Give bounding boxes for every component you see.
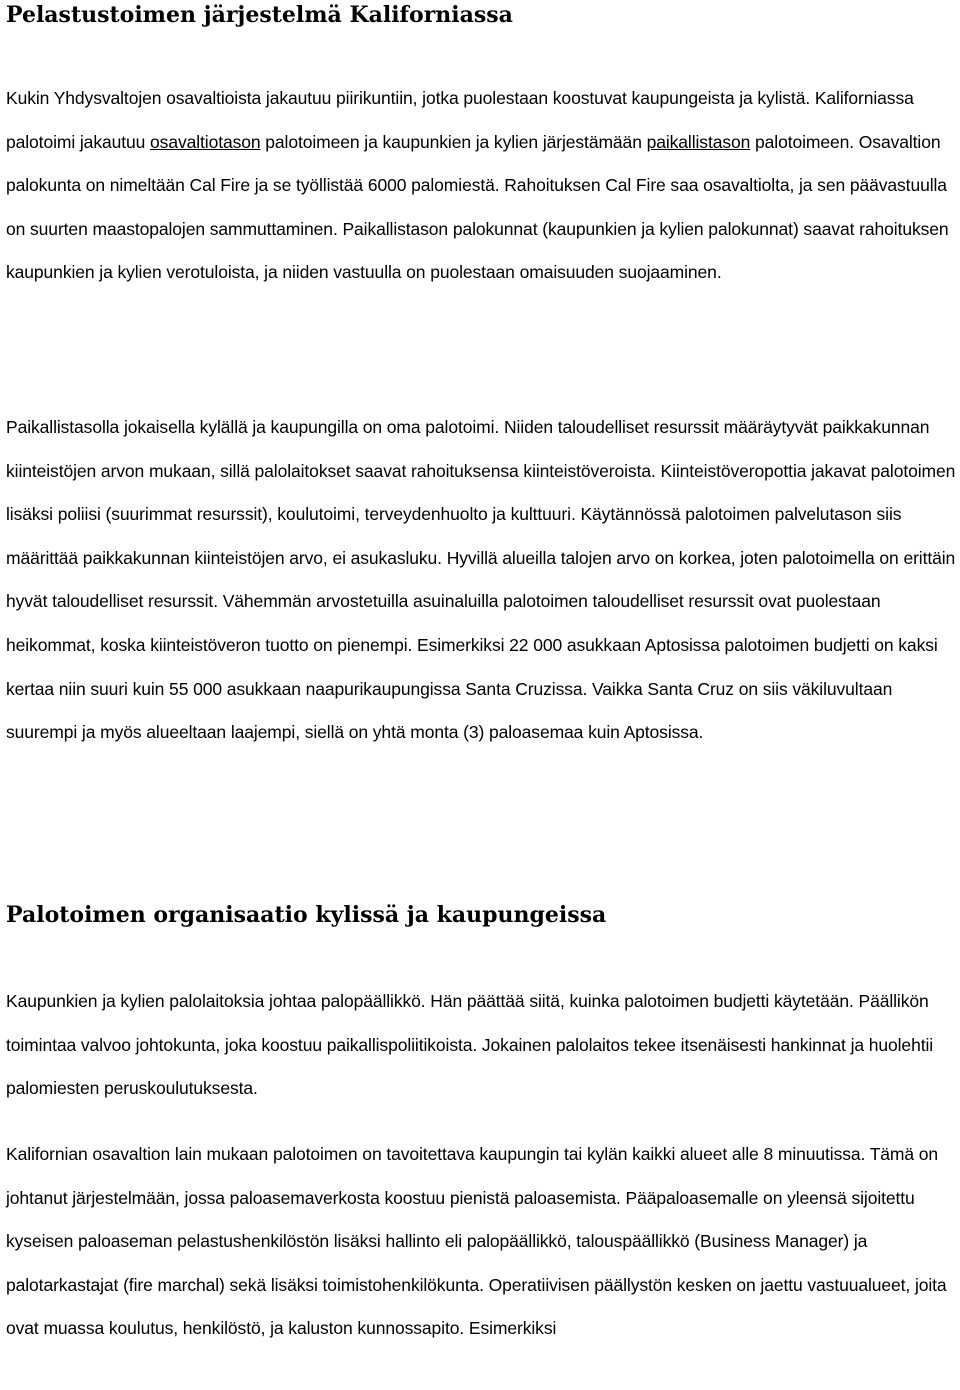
link-osavaltiotason[interactable]: osavaltiotason: [150, 131, 261, 152]
paragraph-intro-text-2: palotoimeen ja kaupunkien ja kylien järjestämään: [260, 131, 647, 152]
paragraph-response-time: Kalifornian osavaltion lain mukaan palotoimen on tavoitettava kaupungin tai kylän kaikki alueet alle 8 minuutissa. Tämä on johtanut järjestelmään, jossa paloasemaverkosta koostuu pienistä paloasemista. Pääpaloasemalle on yleensä sijoitettu kyseisen paloaseman pelastushenkilöstön lisäksi hallinto eli palopäällikkö, talouspäällikkö (Business Manager) ja palotarkastajat (fire marchal) sekä lisäksi toimistohenkilökunta. Operatiivisen päällystön kesken on jaettu vastuualueet, joita ovat muassa koulutus, henkilöstö, ja kaluston kunnossapito. Esimerkiksi: [6, 1144, 947, 1339]
paragraph-local-funding: Paikallistasolla jokaisella kylällä ja kaupungilla on oma palotoimi. Niiden taloudelliset resurssit määräytyvät paikkakunnan kiinteistöjen arvon mukaan, sillä palolaitokset saavat rahoituksensa kiinteistöveroista. Kiinteistöveropottia jakavat palotoimen lisäksi poliisi (suurimmat resurssit), koulutoimi, terveydenhuolto ja kulttuuri. Käytännössä palotoimen palvelutason siis määrittää paikkakunnan kiinteistöjen arvo, ei asukasluku. Hyvillä alueilla talojen arvo on korkea, joten palotoimella on erittäin hyvät taloudelliset resurssit. Vähemmän arvostetuilla asuinaluilla palotoimen taloudelliset resurssit ovat puolestaan heikommat, koska kiinteistöveron tuotto on pienempi. Esimerkiksi 22 000 asukkaan Aptosissa palotoimen budjetti on kaksi kertaa niin suuri kuin 55 000 asukkaan naapurikaupungissa Santa Cruzissa. Vaikka Santa Cruz on siis väkiluvultaan suurempi ja myös alueeltaan laajempi, siellä on yhtä monta (3) paloasemaa kuin Aptosissa.: [6, 417, 956, 743]
link-paikallistason[interactable]: paikallistason: [646, 131, 751, 152]
paragraph-intro-text-1: Kukin Yhdysvaltojen osavaltioista jakautuu piirikuntiin, jotka puolestaan koostuvat kaupungeista ja kylistä. Kaliforniassa palotoimi jakautuu: [6, 88, 914, 152]
paragraph-fire-chief: Kaupunkien ja kylien palolaitoksia johtaa palopäällikkö. Hän päättää siitä, kuinka palotoimen budjetti käytetään. Päällikön toimintaa valvoo johtokunta, joka koostuu paikallispoliitikoista. Jokainen palolaitos tekee itsenäisesti hankinnat ja huolehtii palomiesten peruskoulutuksesta.: [6, 991, 934, 1099]
paragraph-intro: [6, 77, 956, 295]
paragraph-intro-text-3: palotoimeen. Osavaltion palokunta on nimeltään Cal Fire ja se työllistää 6000 palomiestä. Rahoituksen Cal Fire saa osavaltiolta, ja sen päävastuulla on suurten maastopalojen sammuttaminen. Paikallistason palokunnat (kaupunkien ja kylien palokunnat) saavat rahoituksen kaupunkien ja kylien verotuloista, ja niiden vastuulla on puolestaan omaisuuden suojaaminen.: [6, 131, 949, 283]
document-title: Pelastustoimen järjestelmä Kaliforniassa: [6, 2, 513, 28]
section-heading-organisation: Palotoimen organisaatio kylissä ja kaupungeissa: [6, 902, 607, 928]
